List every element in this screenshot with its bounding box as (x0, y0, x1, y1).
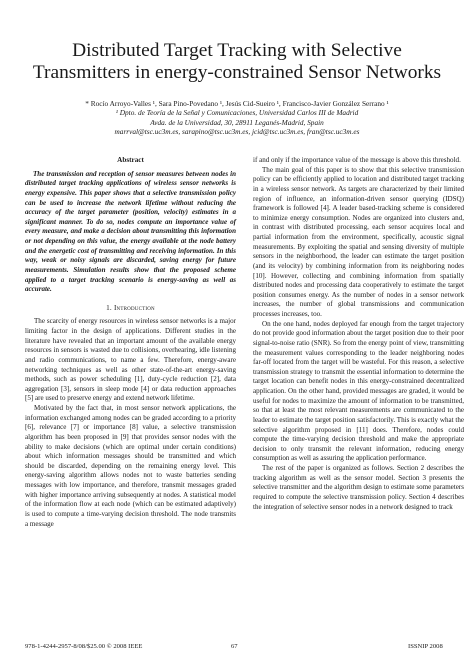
body-paragraph: Motivated by the fact that, in most sensor network applications, the information exchanged among nodes can be graded according to a priority [6], relevance [7] or importance [8] value, a selective transmission algorithm has been proposed in [9] that provides sensor nodes with the ability to make decisions (which are optimal under certain conditions) about which information messages should be transmitted and which should be discarded, depending on the remaining energy level. This energy-saving algorithm allows nodes not to waste batteries sending messages with low importance, and therefore, transmit messages graded with higher importance arriving subsequently at nodes. A statistical model of the information flow at each node (which can be estimated adaptively) is used to compute a time-varying decision threshold. The node transmits a message (25, 404, 236, 528)
right-column (253, 156, 464, 512)
body-paragraph: The rest of the paper is organized as follows. Section 2 describes the tracking algorithm as well as the sensor model. Section 3 presents the selective transmitter and the algorithm design to estimate some parameters required to compute the selective transmission policy. Section 4 describes the integration of selective sensor nodes in a network designed to track (253, 464, 464, 511)
abstract-text: The transmission and reception of sensor measures between nodes in distributed target tracking applications of wireless sensor networks is energy expensive. This paper shows that a selective transmission policy can be used to increase the network lifetime without reducing the accuracy of the target parameter (position, velocity) estimates in a significant manner. To do so, nodes compute an importance value of every measure, and make a decision about transmitting this information or not depending on this value, the energy available at the node battery and the energetic cost of transmitting and receiving information. In this way, weak or noisy signals are discarded, saving energy for future measurements. Simulation results show that the proposed scheme applied to a target tracking scenario is energy-saving as well as accurate. (25, 169, 236, 294)
footer-conference: ISSNIP 2008 (408, 643, 443, 650)
footer-copyright: 978-1-4244-2957-8/08/$25.00 © 2008 IEEE (25, 643, 143, 650)
author-emails: marrval@tsc.uc3m.es, sarapino@tsc.uc3m.es, jcid@tsc.uc3m.es, fran@tsc.uc3m.es (114, 127, 360, 137)
section-number: 1. (106, 303, 112, 312)
body-paragraph: if and only if the importance value of the message is above this threshold. (253, 156, 461, 164)
title-line-1: Distributed Target Tracking with Selective (72, 40, 402, 61)
title-line-2: Transmitters in energy-constrained Sensor Networks (32, 62, 442, 83)
left-column (25, 156, 236, 529)
author-block (0, 99, 474, 137)
paper-title (0, 40, 474, 84)
body-paragraph: On the one hand, nodes deployed far enough from the target trajectory do not provide good information about the target position due to their poor signal-to-noise ratio (SNR). So from the energy point of view, transmitting the measurement values corresponding to the leader neighboring nodes far-off located from the target will be wasteful. For this reason, a selective transmission strategy to transmit the essential information to determine the target location can benefit nodes in this energy-constrained decentralized application. On the other hand, provided messages are graded, it would be useful for nodes to maximize the amount of information to be transmitted, so that at least the most relevant measurements are communicated to the leader to estimate the target position satisfactorily. This is exactly what the selective algorithm proposed in [11] does. Therefore, nodes could compute the time-varying decision threshold and make the appropriate decision to only transmit the relevant information, reducing energy consumption as well as assuring the application performance. (253, 319, 464, 463)
footer-page-number: 67 (231, 643, 238, 650)
body-paragraph: The main goal of this paper is to show that this selective transmission policy can be efficiently applied to location and distributed target tracking in a wireless sensor network. As targets are characterized by their limited region of influence, an information-driven sensor querying (IDSQ) framework is followed [4]. A leader based-tracking scheme is considered to minimize energy consumption. Nodes are organized into clusters and, in contrast with distributed processing, each sensor acquires local and partial information from the environment, specifically, acoustic signal measurements. By exploiting the spatial and sensing diversity of multiple sensors in the neighborhood, the leader can estimate the target position (and its velocity) by combining information from its neighboring nodes [10]. However, collecting and combining information from spatially distributed nodes and processing data cooperatively to estimate the target position consumes energy. As the number of nodes in a sensor network increases, the number of global transmissions and communication processes increases, too. (253, 165, 464, 318)
affiliation-line-2: Avda. de la Universidad, 30, 28911 Leganés-Madrid, Spain (150, 117, 324, 127)
abstract-heading: Abstract (117, 156, 144, 164)
section-title: Introduction (113, 303, 155, 312)
author-list: * Rocío Arroyo-Valles ¹, Sara Pino-Povedano ¹, Jesús Cid-Sueiro ¹, Francisco-Javier González Serrano ¹ (85, 99, 389, 108)
affiliation-line-1: ¹ Dpto. de Teoría de la Señal y Comunicaciones, Universidad Carlos III de Madrid (115, 108, 359, 118)
body-paragraph: The scarcity of energy resources in wireless sensor networks is a major limiting factor in the design of applications. Different studies in the literature have revealed that an important amount of the available energy resources in sensors is wasted due to collisions, overhearing, idle listening and radio communications, to name a few. Therefore, energy-aware networking techniques as well as other state-of-the-art energy-saving methods, such as power scheduling [1], duty-cycle reduction [2], data aggregation [3], sensors in sleep mode [4] or data reduction approaches [5] are used to preserve energy and extend network lifetime. (25, 317, 236, 403)
section-heading-introduction (25, 304, 236, 314)
